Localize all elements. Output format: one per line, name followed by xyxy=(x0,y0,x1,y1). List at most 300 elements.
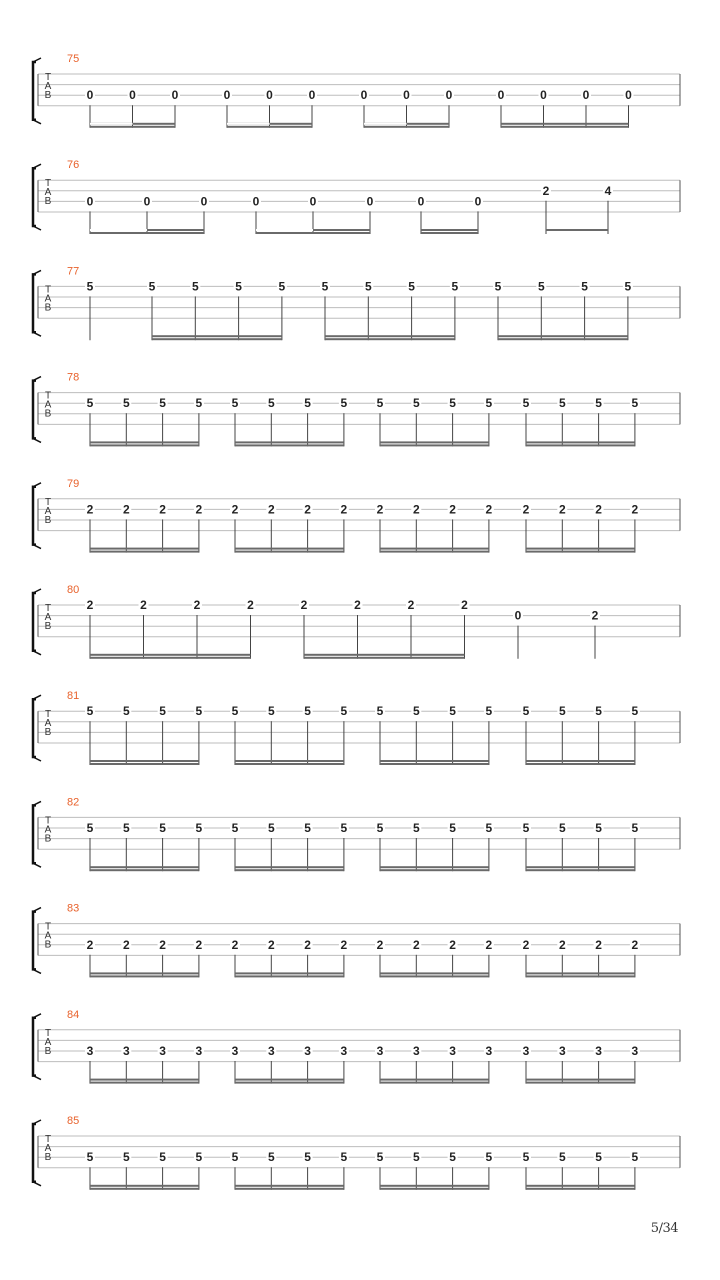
beam xyxy=(304,654,465,656)
beam xyxy=(380,972,489,974)
beam xyxy=(526,866,635,868)
fret-number: 5 xyxy=(86,704,94,719)
beam xyxy=(235,548,344,550)
system-bracket xyxy=(33,487,36,545)
beam xyxy=(235,444,344,446)
beam-gap xyxy=(227,123,270,125)
system-bracket xyxy=(33,912,36,970)
tab-clef-letter: B xyxy=(44,1045,52,1057)
fret-number: 3 xyxy=(267,1044,275,1058)
fret-number: 5 xyxy=(304,704,311,719)
fret-number: 0 xyxy=(417,194,425,209)
tab-clef-letter: A xyxy=(44,187,52,199)
beam xyxy=(380,548,489,550)
fret-number: 2 xyxy=(412,937,420,952)
beam xyxy=(380,1082,489,1084)
fret-number: 3 xyxy=(595,1044,602,1058)
fret-number: 5 xyxy=(558,821,566,835)
beam xyxy=(90,1082,199,1084)
beam xyxy=(421,232,478,234)
fret-number: 5 xyxy=(412,1150,420,1165)
fret-number: 5 xyxy=(376,1150,384,1165)
fret-number: 2 xyxy=(86,502,94,517)
fret-number: 5 xyxy=(86,1150,94,1165)
fret-number: 5 xyxy=(376,396,384,411)
fret-number: 2 xyxy=(449,937,456,952)
fret-number: 2 xyxy=(407,598,415,612)
fret-number: 4 xyxy=(604,183,612,198)
tab-clef-letter: T xyxy=(44,1134,52,1145)
system-bracket xyxy=(33,381,36,439)
fret-number: 3 xyxy=(449,1044,456,1058)
tab-clef-letter: T xyxy=(44,72,52,83)
fret-number: 5 xyxy=(595,821,602,835)
fret-number: 5 xyxy=(304,396,311,411)
beam xyxy=(380,1188,489,1190)
tab-clef-letter: T xyxy=(44,815,52,827)
beam xyxy=(526,972,635,974)
tab-clef-letter: B xyxy=(44,621,52,632)
fret-number: 2 xyxy=(304,502,311,517)
fret-number: 2 xyxy=(159,937,166,952)
fret-number: 0 xyxy=(582,88,590,103)
fret-number: 3 xyxy=(86,1044,94,1058)
tab-clef-letter: T xyxy=(44,921,52,933)
beam xyxy=(526,869,635,871)
beam xyxy=(90,869,199,871)
fret-number: 0 xyxy=(360,88,368,103)
tab-clef-letter: T xyxy=(44,603,52,614)
beam xyxy=(380,1079,489,1081)
system-bracket xyxy=(33,1124,36,1182)
tab-clef-letter: B xyxy=(44,408,52,420)
tab-system xyxy=(33,1009,680,1084)
fret-number: 5 xyxy=(195,821,203,835)
system-bracket xyxy=(33,62,36,120)
beam xyxy=(501,126,629,128)
tab-clef-letter: A xyxy=(44,612,52,623)
beam xyxy=(380,763,489,765)
beam xyxy=(380,869,489,871)
beam xyxy=(235,760,344,762)
tab-clef-letter: B xyxy=(44,514,52,526)
tab-system xyxy=(33,265,680,340)
tab-clef-letter: A xyxy=(44,81,52,92)
beam xyxy=(325,338,455,340)
fret-number: 0 xyxy=(366,194,374,209)
tab-clef-letter: B xyxy=(44,833,52,845)
fret-number: 2 xyxy=(231,502,239,517)
fret-number: 0 xyxy=(497,88,505,103)
beam xyxy=(526,548,635,550)
fret-number: 5 xyxy=(148,279,156,294)
fret-number: 3 xyxy=(304,1044,311,1058)
fret-number: 0 xyxy=(200,194,208,209)
fret-number: 5 xyxy=(86,821,94,835)
tab-clef-letter: B xyxy=(44,727,52,739)
tab-clef-letter: A xyxy=(44,824,52,836)
beam xyxy=(227,126,312,128)
measure-number: 82 xyxy=(67,796,80,809)
measure-number: 79 xyxy=(67,477,80,490)
beam xyxy=(90,975,199,977)
beam xyxy=(501,123,629,125)
fret-number: 5 xyxy=(195,704,203,719)
fret-number: 5 xyxy=(494,279,502,294)
fret-number: 2 xyxy=(631,502,639,517)
beam xyxy=(235,866,344,868)
beam xyxy=(235,551,344,553)
beam xyxy=(421,229,478,231)
fret-number: 5 xyxy=(267,704,275,719)
tab-clef-letter: B xyxy=(44,302,52,314)
beam-gap xyxy=(90,123,133,125)
beam xyxy=(526,551,635,553)
beam xyxy=(90,763,199,765)
fret-number: 2 xyxy=(591,608,599,623)
fret-number: 2 xyxy=(340,502,348,517)
fret-number: 5 xyxy=(231,1150,239,1165)
fret-number: 5 xyxy=(376,821,384,835)
fret-number: 5 xyxy=(191,279,199,294)
fret-number: 2 xyxy=(267,502,275,517)
fret-number: 5 xyxy=(340,821,348,835)
fret-number: 2 xyxy=(231,937,239,952)
beam xyxy=(256,232,370,234)
system-bracket xyxy=(33,805,36,863)
tab-clef-letter: B xyxy=(44,1152,52,1163)
fret-number: 0 xyxy=(252,194,260,209)
fret-number: 2 xyxy=(195,502,203,517)
fret-number: 5 xyxy=(558,1150,566,1165)
tab-clef-letter: A xyxy=(44,399,52,411)
fret-number: 0 xyxy=(171,88,179,103)
beam xyxy=(235,1188,344,1190)
fret-number: 5 xyxy=(412,704,420,719)
system-bracket xyxy=(33,274,36,332)
fret-number: 5 xyxy=(267,821,275,835)
beam-gap xyxy=(256,229,313,231)
beam xyxy=(526,444,635,446)
measure-number: 85 xyxy=(67,1115,80,1127)
beam xyxy=(380,444,489,446)
fret-number: 0 xyxy=(309,194,317,209)
fret-number: 2 xyxy=(376,937,384,952)
beam xyxy=(380,866,489,868)
fret-number: 5 xyxy=(631,704,639,719)
fret-number: 2 xyxy=(122,502,130,517)
fret-number: 0 xyxy=(86,194,94,209)
fret-number: 5 xyxy=(376,704,384,719)
beam xyxy=(380,441,489,443)
tab-system xyxy=(33,159,680,234)
fret-number: 5 xyxy=(522,704,530,719)
fret-number: 0 xyxy=(540,88,547,103)
fret-number: 2 xyxy=(159,502,166,517)
fret-number: 2 xyxy=(412,502,420,517)
fret-number: 5 xyxy=(304,1150,311,1165)
beam xyxy=(526,763,635,765)
fret-number: 0 xyxy=(129,88,136,103)
fret-number: 5 xyxy=(558,396,566,411)
fret-number: 5 xyxy=(537,279,545,294)
fret-number: 2 xyxy=(354,598,361,612)
fret-number: 0 xyxy=(445,88,453,103)
fret-number: 5 xyxy=(451,279,459,294)
fret-number: 5 xyxy=(412,821,420,835)
fret-number: 0 xyxy=(223,88,231,103)
beam xyxy=(90,657,251,659)
fret-number: 2 xyxy=(193,598,201,612)
fret-number: 3 xyxy=(159,1044,166,1058)
fret-number: 3 xyxy=(412,1044,420,1058)
beam xyxy=(90,444,199,446)
fret-number: 5 xyxy=(321,279,329,294)
fret-number: 3 xyxy=(195,1044,203,1058)
fret-number: 2 xyxy=(300,598,308,612)
fret-number: 2 xyxy=(195,937,203,952)
fret-number: 2 xyxy=(267,937,275,952)
fret-number: 5 xyxy=(122,821,130,835)
measure-number: 76 xyxy=(67,159,80,172)
fret-number: 2 xyxy=(631,937,639,952)
fret-number: 0 xyxy=(474,194,482,209)
fret-number: 5 xyxy=(122,1150,130,1165)
tab-system xyxy=(33,584,680,659)
system-bracket xyxy=(33,1018,36,1076)
page-number: 5/34 xyxy=(650,1221,678,1236)
tab-system xyxy=(33,796,680,871)
fret-number: 5 xyxy=(631,1150,639,1165)
beam-gap xyxy=(90,229,147,231)
beam xyxy=(235,441,344,443)
beam xyxy=(90,972,199,974)
fret-number: 2 xyxy=(595,937,602,952)
tab-clef-letter: A xyxy=(44,718,52,730)
fret-number: 3 xyxy=(231,1044,239,1058)
fret-number: 2 xyxy=(86,937,94,952)
beam xyxy=(90,760,199,762)
fret-number: 5 xyxy=(122,704,130,719)
fret-number: 5 xyxy=(522,1150,530,1165)
beam xyxy=(526,1079,635,1081)
beam xyxy=(152,335,282,337)
fret-number: 0 xyxy=(308,88,316,103)
fret-number: 5 xyxy=(159,821,166,835)
fret-number: 0 xyxy=(625,88,632,103)
beam xyxy=(90,551,199,553)
beam xyxy=(90,548,199,550)
beam xyxy=(90,126,175,128)
tab-clef-letter: A xyxy=(44,293,52,305)
beam xyxy=(235,975,344,977)
tab-clef-letter: A xyxy=(44,1036,52,1048)
fret-number: 0 xyxy=(143,194,151,209)
beam xyxy=(546,229,608,231)
beam xyxy=(235,1185,344,1187)
beam xyxy=(90,866,199,868)
fret-number: 3 xyxy=(376,1044,384,1058)
measure-number: 81 xyxy=(67,690,80,703)
beam xyxy=(380,975,489,977)
fret-number: 5 xyxy=(86,279,94,294)
tab-clef-letter: T xyxy=(44,709,52,721)
fret-number: 5 xyxy=(522,396,530,411)
fret-number: 2 xyxy=(558,937,566,952)
beam xyxy=(380,1185,489,1187)
fret-number: 5 xyxy=(278,279,286,294)
fret-number: 5 xyxy=(595,704,602,719)
fret-number: 5 xyxy=(122,396,130,411)
fret-number: 2 xyxy=(304,937,311,952)
measure-number: 75 xyxy=(67,53,80,65)
fret-number: 5 xyxy=(412,396,420,411)
fret-number: 2 xyxy=(122,937,130,952)
beam xyxy=(90,654,251,656)
beam xyxy=(90,232,204,234)
fret-number: 5 xyxy=(159,396,166,411)
fret-number: 3 xyxy=(340,1044,348,1058)
beam xyxy=(152,338,282,340)
beam xyxy=(380,760,489,762)
fret-number: 5 xyxy=(485,1150,493,1165)
fret-number: 5 xyxy=(595,1150,602,1165)
fret-number: 2 xyxy=(376,502,384,517)
beam xyxy=(235,1082,344,1084)
fret-number: 5 xyxy=(231,704,239,719)
fret-number: 5 xyxy=(235,279,242,294)
fret-number: 5 xyxy=(624,279,632,294)
fret-number: 2 xyxy=(461,598,468,612)
fret-number: 0 xyxy=(86,88,94,103)
beam xyxy=(90,1079,199,1081)
fret-number: 5 xyxy=(304,821,311,835)
fret-number: 5 xyxy=(340,396,348,411)
fret-number: 5 xyxy=(485,396,493,411)
beam xyxy=(526,1082,635,1084)
beam xyxy=(325,335,455,337)
fret-number: 5 xyxy=(449,1150,456,1165)
fret-number: 2 xyxy=(485,937,493,952)
fret-number: 2 xyxy=(86,598,94,612)
beam xyxy=(235,763,344,765)
fret-number: 5 xyxy=(86,396,94,411)
tab-clef-letter: A xyxy=(44,505,52,517)
fret-number: 2 xyxy=(522,937,530,952)
tab-clef-letter: T xyxy=(44,178,52,190)
fret-number: 5 xyxy=(231,821,239,835)
fret-number: 0 xyxy=(266,88,273,103)
fret-number: 2 xyxy=(595,502,602,517)
fret-number: 2 xyxy=(140,598,147,612)
tab-system xyxy=(33,690,680,765)
fret-number: 5 xyxy=(449,396,456,411)
fret-number: 5 xyxy=(558,704,566,719)
tab-clef-letter: T xyxy=(44,284,52,296)
beam xyxy=(235,869,344,871)
fret-number: 5 xyxy=(195,396,203,411)
beam xyxy=(526,1188,635,1190)
fret-number: 5 xyxy=(631,821,639,835)
fret-number: 5 xyxy=(631,396,639,411)
tab-system xyxy=(33,478,680,553)
fret-number: 5 xyxy=(267,396,275,411)
beam xyxy=(90,1185,199,1187)
fret-number: 5 xyxy=(595,396,602,411)
tab-system xyxy=(33,1115,680,1190)
system-bracket xyxy=(33,168,36,226)
fret-number: 5 xyxy=(522,821,530,835)
tab-system xyxy=(33,903,680,978)
fret-number: 5 xyxy=(449,704,456,719)
beam xyxy=(380,551,489,553)
fret-number: 3 xyxy=(631,1044,639,1058)
fret-number: 2 xyxy=(485,502,493,517)
fret-number: 5 xyxy=(364,279,372,294)
tab-clef-letter: B xyxy=(44,939,52,951)
measure-number: 77 xyxy=(67,265,80,278)
beam xyxy=(526,441,635,443)
fret-number: 3 xyxy=(122,1044,130,1058)
fret-number: 5 xyxy=(159,1150,166,1165)
beam xyxy=(235,1079,344,1081)
measure-number: 83 xyxy=(67,902,80,915)
fret-number: 5 xyxy=(231,396,239,411)
fret-number: 3 xyxy=(558,1044,566,1058)
tab-clef-letter: A xyxy=(44,1143,52,1154)
fret-number: 5 xyxy=(340,1150,348,1165)
fret-number: 3 xyxy=(485,1044,493,1058)
fret-number: 2 xyxy=(449,502,456,517)
fret-number: 5 xyxy=(408,279,415,294)
fret-number: 0 xyxy=(514,608,522,623)
fret-number: 0 xyxy=(403,88,410,103)
beam xyxy=(90,441,199,443)
measure-number: 84 xyxy=(67,1008,80,1021)
tab-system xyxy=(33,372,680,447)
beam xyxy=(526,1185,635,1187)
beam xyxy=(498,335,628,337)
fret-number: 2 xyxy=(247,598,254,612)
tab-clef-letter: T xyxy=(44,1027,52,1039)
beam xyxy=(304,657,465,659)
fret-number: 5 xyxy=(449,821,456,835)
fret-number: 2 xyxy=(558,502,566,517)
fret-number: 5 xyxy=(195,1150,203,1165)
fret-number: 5 xyxy=(267,1150,275,1165)
beam xyxy=(498,338,628,340)
beam xyxy=(235,972,344,974)
tab-clef-letter: A xyxy=(44,930,52,942)
tab-clef-letter: B xyxy=(44,196,52,208)
fret-number: 5 xyxy=(581,279,588,294)
beam xyxy=(364,126,449,128)
fret-number: 2 xyxy=(542,183,550,198)
fret-number: 5 xyxy=(485,704,493,719)
fret-number: 2 xyxy=(340,937,348,952)
tab-clef-letter: T xyxy=(44,496,52,508)
tab-system xyxy=(33,53,680,128)
beam-gap xyxy=(364,123,407,125)
system-bracket xyxy=(33,593,36,651)
beam xyxy=(526,760,635,762)
fret-number: 3 xyxy=(522,1044,530,1058)
fret-number: 5 xyxy=(340,704,348,719)
beam xyxy=(526,975,635,977)
tab-clef-letter: T xyxy=(44,390,52,402)
beam xyxy=(90,1188,199,1190)
fret-number: 2 xyxy=(522,502,530,517)
